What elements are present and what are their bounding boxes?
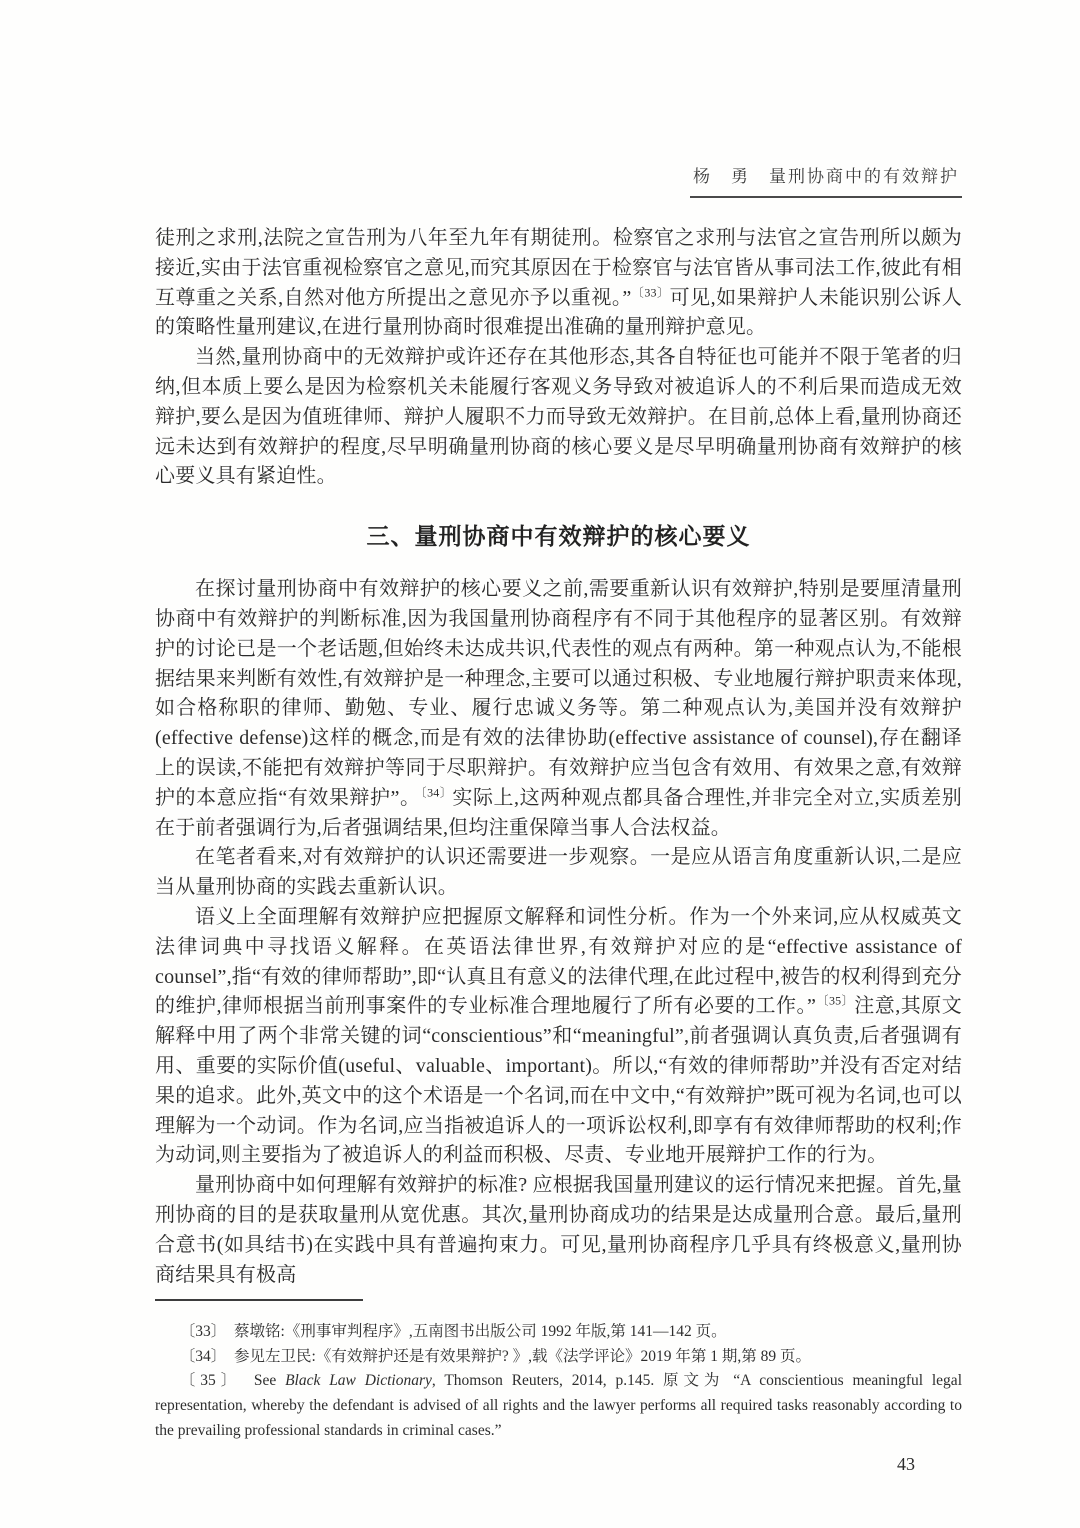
footnote-34: 〔34〕 参见左卫民:《有效辩护还是有效果辩护? 》,载《法学评论》2019 年第 1 期,第 89 页。	[179, 1347, 811, 1365]
body-paragraph-1: 徒刑之求刑,法院之宣告刑为八年至九年有期徒刑。检察官之求刑与法官之宣告刑所以颇为接近,实由于法官重视检察官之意见,而究其原因在于检察官与法官皆从事司法工作,彼此有相互尊重之关系,自然对他方所提出之意见亦予以重视。”$^{〔33〕}$可见,如果辩护人未能识别公诉人的策略性量刑建议,在进行量刑协商时很难提出准确的量刑辩护意见。	[155, 227, 962, 339]
running-header	[155, 162, 962, 198]
page-number: 43	[897, 1454, 915, 1475]
body-paragraph-5: 语义上全面理解有效辩护应把握原文解释和词性分析。作为一个外来词,应从权威英文法律词典中寻找语义解释。在英语法律世界,有效辩护对应的是“effective assistance of counsel”,指“有效的律师帮助”,即“认真且有意义的法律代理,在此过程中,被告的权利得到充分的维护,律师根据当前刑事案件的专业标准合理地履行了所有必要的工作。”$^{〔35〕}$注意,其原文解释中用了两个非常关键的词“conscientious”和“meaningful”,前者强调认真负责,后者强调有用、重要的实际价值(useful、valuable、important)。所以,“有效的律师帮助”并没有否定对结果的追求。此外,英文中的这个术语是一个名词,而在中文中,“有效辩护”既可视为名词,也可以理解为一个动词。作为名词,应当指被追诉人的一项诉讼权利,即享有有效律师帮助的权利;作为动词,则主要指为了被追诉人的利益而积极、尽责、专业地开展辩护工作的行为。	[155, 905, 962, 1167]
article-body	[155, 224, 962, 1290]
body-paragraph-4: 在笔者看来,对有效辩护的认识还需要进一步观察。一是应从语言角度重新认识,二是应当从量刑协商的实践去重新认识。	[155, 846, 962, 899]
footnote-35: 〔35〕 See Black Law Dictionary, Thomson Reuters, 2014, p.145. 原文为 “A conscientious meaningful legal representation, whereby the defendant is advised of all rights and the lawyer performs all required tasks reasonably according to the prevailing professional standards in criminal cases.”	[155, 1372, 962, 1439]
section-heading: 三、量刑协商中有效辩护的核心要义	[366, 524, 751, 550]
running-header-title: 杨 勇 量刑协商中的有效辩护	[690, 162, 962, 198]
footnote-33: 〔33〕 蔡墩铭:《刑事审判程序》,五南图书出版公司 1992 年版,第 141—142 页。	[179, 1323, 727, 1341]
footnotes-section	[155, 1299, 962, 1443]
body-paragraph-6: 量刑协商中如何理解有效辩护的标准? 应根据我国量刑建议的运行情况来把握。首先,量刑协商的目的是获取量刑从宽优惠。其次,量刑协商成功的结果是达成量刑合意。最后,量刑合意书(如具结书)在实践中具有普遍拘束力。可见,量刑协商程序几乎具有终极意义,量刑协商结果具有极高	[155, 1174, 962, 1286]
footnote-list	[155, 1320, 962, 1443]
body-paragraph-3: 在探讨量刑协商中有效辩护的核心要义之前,需要重新认识有效辩护,特别是要厘清量刑协商中有效辩护的判断标准,因为我国量刑协商程序有不同于其他程序的显著区别。有效辩护的讨论已是一个老话题,但始终未达成共识,代表性的观点有两种。第一种观点认为,不能根据结果来判断有效性,有效辩护是一种理念,主要可以通过积极、专业地履行辩护职责来体现,如合格称职的律师、勤勉、专业、履行忠诚义务等。第二种观点认为,美国并没有效辩护(effective defense)这样的概念,而是有效的法律协助(effective assistance of counsel),存在翻译上的误读,不能把有效辩护等同于尽职辩护。有效辩护应当包含有效用、有效果之意,有效辩护的本意应指“有效果辩护”。$^{〔34〕}$实际上,这两种观点都具备合理性,并非完全对立,实质差别在于前者强调行为,后者强调结果,但均注重保障当事人合法权益。	[155, 578, 962, 839]
footnote-separator-rule	[155, 1299, 363, 1301]
body-paragraph-2: 当然,量刑协商中的无效辩护或许还存在其他形态,其各自特征也可能并不限于笔者的归纳,但本质上要么是因为检察机关未能履行客观义务导致对被追诉人的不利后果而造成无效辩护,要么是因为值班律师、辩护人履职不力而导致无效辩护。在目前,总体上看,量刑协商还远未达到有效辩护的程度,尽早明确量刑协商的核心要义是尽早明确量刑协商有效辩护的核心要义具有紧迫性。	[155, 346, 962, 488]
